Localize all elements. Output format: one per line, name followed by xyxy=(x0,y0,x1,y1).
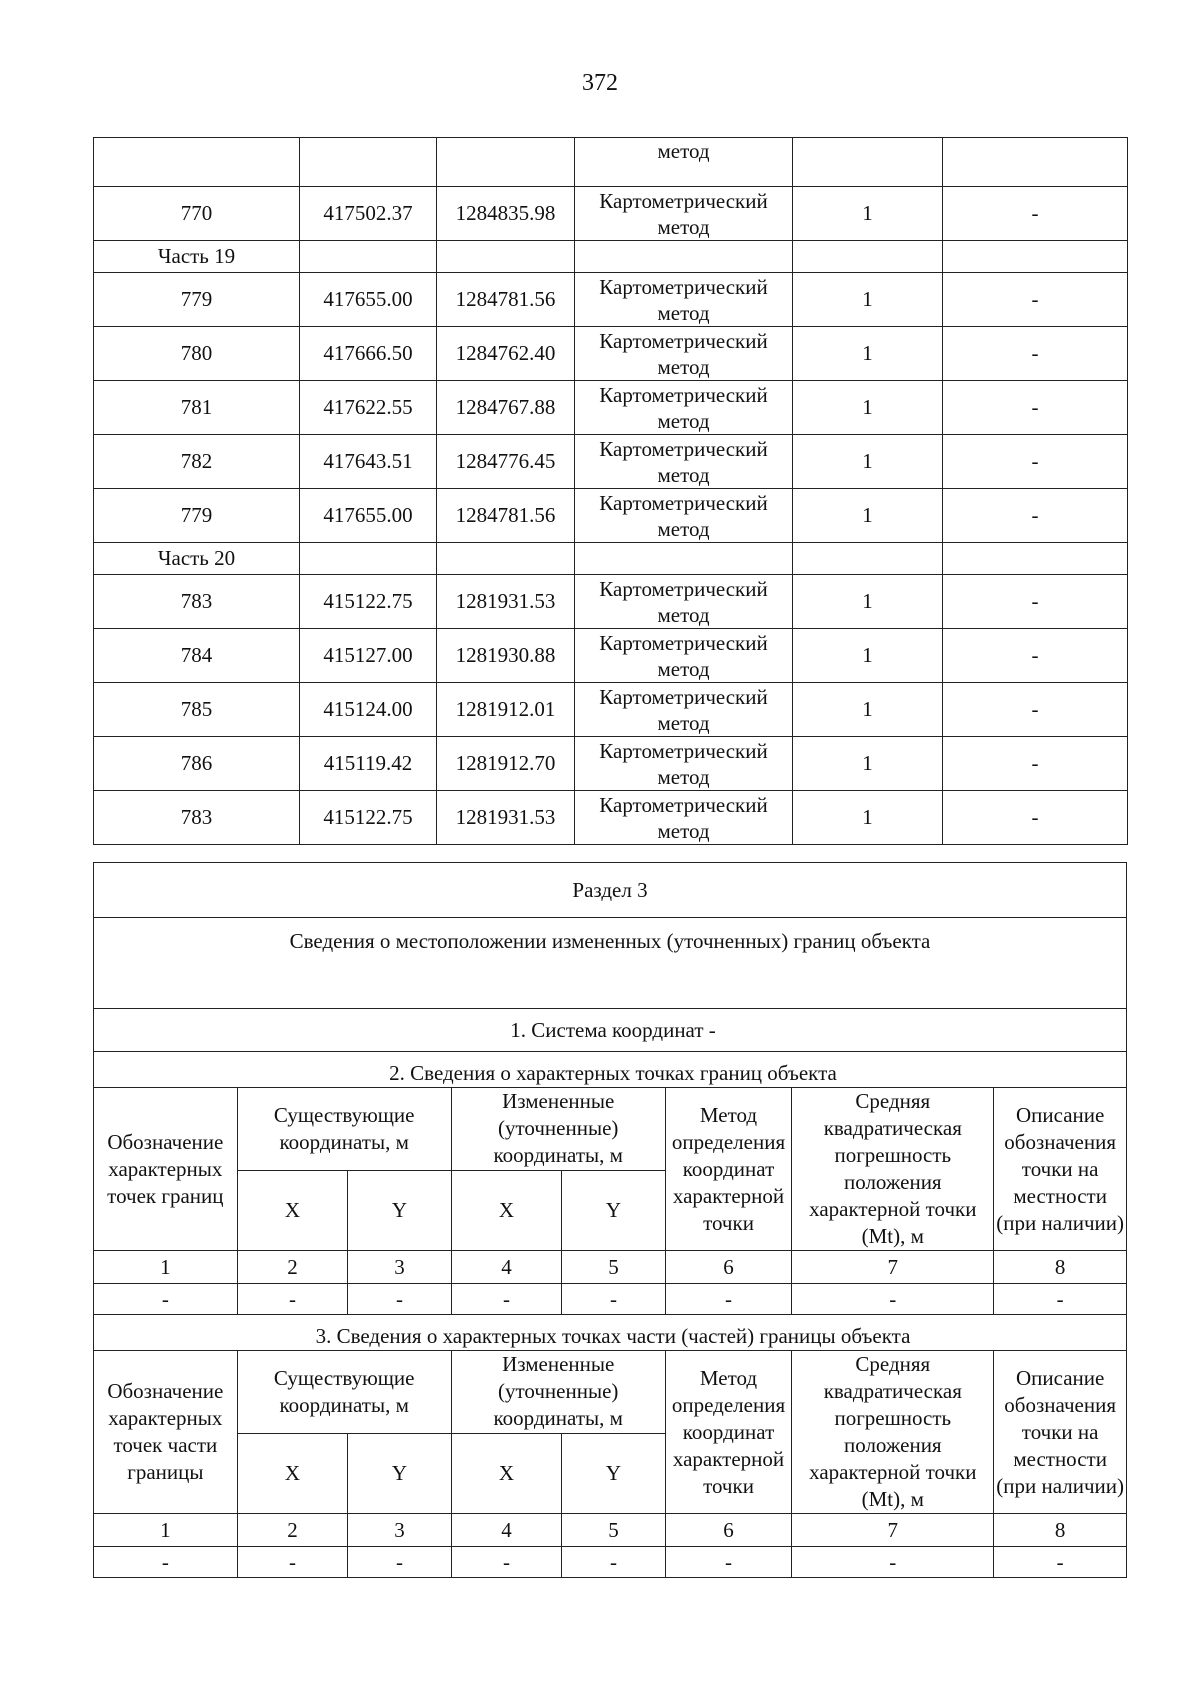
point-id: 783 xyxy=(94,791,300,845)
part-label: Часть 19 xyxy=(94,241,300,273)
method-line1: Картометрический xyxy=(599,275,768,299)
method-line1: Картометрический xyxy=(599,329,768,353)
point-row xyxy=(94,791,1128,845)
method-line2: метод xyxy=(657,355,710,379)
part-row xyxy=(94,241,1128,273)
point-row xyxy=(94,575,1128,629)
header-designation-part: Обозначение характерных точек части границы xyxy=(94,1351,238,1514)
point-accuracy: 1 xyxy=(793,273,943,327)
point-y: 1284762.40 xyxy=(437,327,575,381)
point-accuracy: 1 xyxy=(793,187,943,241)
point-description: - xyxy=(943,435,1128,489)
point-x: 415122.75 xyxy=(300,791,437,845)
point-description: - xyxy=(943,273,1128,327)
method-cell xyxy=(575,737,793,791)
point-accuracy: 1 xyxy=(793,791,943,845)
boundary-points-heading: 2. Сведения о характерных точках границ объекта xyxy=(94,1052,1127,1088)
part-points-heading: 3. Сведения о характерных точках части (частей) границы объекта xyxy=(94,1315,1127,1351)
method-line1: Картометрический xyxy=(599,437,768,461)
point-x: 415122.75 xyxy=(300,575,437,629)
point-accuracy: 1 xyxy=(793,575,943,629)
method-line2: метод xyxy=(657,603,710,627)
header-changed-coords: Измененные (уточненные) координаты, м xyxy=(451,1088,665,1171)
point-row xyxy=(94,273,1128,327)
point-x: 417655.00 xyxy=(300,489,437,543)
point-y: 1284835.98 xyxy=(437,187,575,241)
header-accuracy: Средняя квадратическая погрешность положения характерной точки (Mt), м xyxy=(792,1088,994,1251)
header-method: Метод определения координат характерной точки xyxy=(665,1351,792,1514)
point-description: - xyxy=(943,187,1128,241)
point-y: 1281912.70 xyxy=(437,737,575,791)
section-subtitle: Сведения о местоположении измененных (уточненных) границ объекта xyxy=(94,918,1127,1009)
method-line1: Картометрический xyxy=(599,491,768,515)
part-label: Часть 20 xyxy=(94,543,300,575)
empty-data-row: - - - - - - - - xyxy=(94,1547,1127,1578)
method-line1: Картометрический xyxy=(599,739,768,763)
method-line1: Картометрический xyxy=(599,685,768,709)
method-line2: метод xyxy=(657,517,710,541)
point-x: 417643.51 xyxy=(300,435,437,489)
point-row xyxy=(94,489,1128,543)
point-y: 1284776.45 xyxy=(437,435,575,489)
point-id: 784 xyxy=(94,629,300,683)
point-description: - xyxy=(943,575,1128,629)
point-description: - xyxy=(943,629,1128,683)
method-line2: метод xyxy=(657,215,710,239)
point-row xyxy=(94,629,1128,683)
header-method: Метод определения координат характерной точки xyxy=(665,1088,792,1251)
method-line2: метод xyxy=(657,765,710,789)
point-y: 1281931.53 xyxy=(437,791,575,845)
method-line1: Картометрический xyxy=(599,189,768,213)
header-designation: Обозначение характерных точек границ xyxy=(94,1088,238,1251)
point-x: 417666.50 xyxy=(300,327,437,381)
method-line2: метод xyxy=(657,819,710,843)
column-numbers-row: 1 2 3 4 5 6 7 8 xyxy=(94,1514,1127,1547)
header-x: X xyxy=(451,1433,562,1514)
method-cell xyxy=(575,575,793,629)
method-cell xyxy=(575,381,793,435)
header-description: Описание обозначения точки на местности (при наличии) xyxy=(994,1351,1127,1514)
point-y: 1284781.56 xyxy=(437,489,575,543)
coordinates-table xyxy=(93,137,1128,845)
header-x: X xyxy=(237,1433,348,1514)
header-y: Y xyxy=(348,1433,451,1514)
method-cell xyxy=(575,327,793,381)
header-existing-coords: Существующие координаты, м xyxy=(237,1088,451,1171)
header-description: Описание обозначения точки на местности (при наличии) xyxy=(994,1088,1127,1251)
method-cell xyxy=(575,683,793,737)
method-cell xyxy=(575,629,793,683)
header-x: X xyxy=(451,1170,562,1251)
method-cell xyxy=(575,187,793,241)
method-cell xyxy=(575,791,793,845)
point-accuracy: 1 xyxy=(793,683,943,737)
point-accuracy: 1 xyxy=(793,435,943,489)
part-row xyxy=(94,543,1128,575)
page-number: 372 xyxy=(582,70,618,96)
method-line2: метод xyxy=(657,463,710,487)
point-id: 786 xyxy=(94,737,300,791)
point-description: - xyxy=(943,381,1128,435)
point-description: - xyxy=(943,683,1128,737)
point-id: 780 xyxy=(94,327,300,381)
point-x: 417622.55 xyxy=(300,381,437,435)
point-x: 415127.00 xyxy=(300,629,437,683)
boundary-points-grid xyxy=(94,1088,1127,1578)
point-id: 781 xyxy=(94,381,300,435)
empty-data-row: - - - - - - - - xyxy=(94,1284,1127,1315)
point-description: - xyxy=(943,791,1128,845)
point-id: 782 xyxy=(94,435,300,489)
point-row xyxy=(94,187,1128,241)
point-accuracy: 1 xyxy=(793,629,943,683)
point-accuracy: 1 xyxy=(793,327,943,381)
point-y: 1281931.53 xyxy=(437,575,575,629)
point-id: 785 xyxy=(94,683,300,737)
point-row xyxy=(94,381,1128,435)
method-line2: метод xyxy=(657,301,710,325)
method-cell: метод xyxy=(575,138,793,187)
point-accuracy: 1 xyxy=(793,737,943,791)
point-row xyxy=(94,683,1128,737)
point-row xyxy=(94,737,1128,791)
header-x: X xyxy=(237,1170,348,1251)
point-accuracy: 1 xyxy=(793,489,943,543)
continuation-row xyxy=(94,138,1128,187)
header-y: Y xyxy=(348,1170,451,1251)
point-description: - xyxy=(943,327,1128,381)
method-cell xyxy=(575,435,793,489)
point-row xyxy=(94,435,1128,489)
point-y: 1284767.88 xyxy=(437,381,575,435)
point-y: 1284781.56 xyxy=(437,273,575,327)
method-line2: метод xyxy=(657,409,710,433)
method-line1: Картометрический xyxy=(599,383,768,407)
point-x: 417655.00 xyxy=(300,273,437,327)
point-y: 1281912.01 xyxy=(437,683,575,737)
column-numbers-row: 1 2 3 4 5 6 7 8 xyxy=(94,1251,1127,1284)
point-x: 415119.42 xyxy=(300,737,437,791)
point-x: 415124.00 xyxy=(300,683,437,737)
coordinate-system: 1. Система координат - xyxy=(94,1009,1127,1052)
point-row xyxy=(94,327,1128,381)
point-accuracy: 1 xyxy=(793,381,943,435)
point-id: 779 xyxy=(94,489,300,543)
method-line2: метод xyxy=(657,711,710,735)
header-existing-coords: Существующие координаты, м xyxy=(237,1351,451,1434)
method-cell xyxy=(575,273,793,327)
point-y: 1281930.88 xyxy=(437,629,575,683)
point-description: - xyxy=(943,737,1128,791)
point-id: 779 xyxy=(94,273,300,327)
point-x: 417502.37 xyxy=(300,187,437,241)
header-accuracy: Средняя квадратическая погрешность положения характерной точки (Mt), м xyxy=(792,1351,994,1514)
header-y: Y xyxy=(562,1170,665,1251)
point-id: 770 xyxy=(94,187,300,241)
method-line2: метод xyxy=(657,657,710,681)
method-line1: Картометрический xyxy=(599,631,768,655)
method-cell xyxy=(575,489,793,543)
method-line1: Картометрический xyxy=(599,577,768,601)
header-y: Y xyxy=(562,1433,665,1514)
header-changed-coords: Измененные (уточненные) координаты, м xyxy=(451,1351,665,1434)
section-3-table xyxy=(93,862,1127,1578)
section-title: Раздел 3 xyxy=(94,863,1127,918)
point-id: 783 xyxy=(94,575,300,629)
point-description: - xyxy=(943,489,1128,543)
method-line1: Картометрический xyxy=(599,793,768,817)
